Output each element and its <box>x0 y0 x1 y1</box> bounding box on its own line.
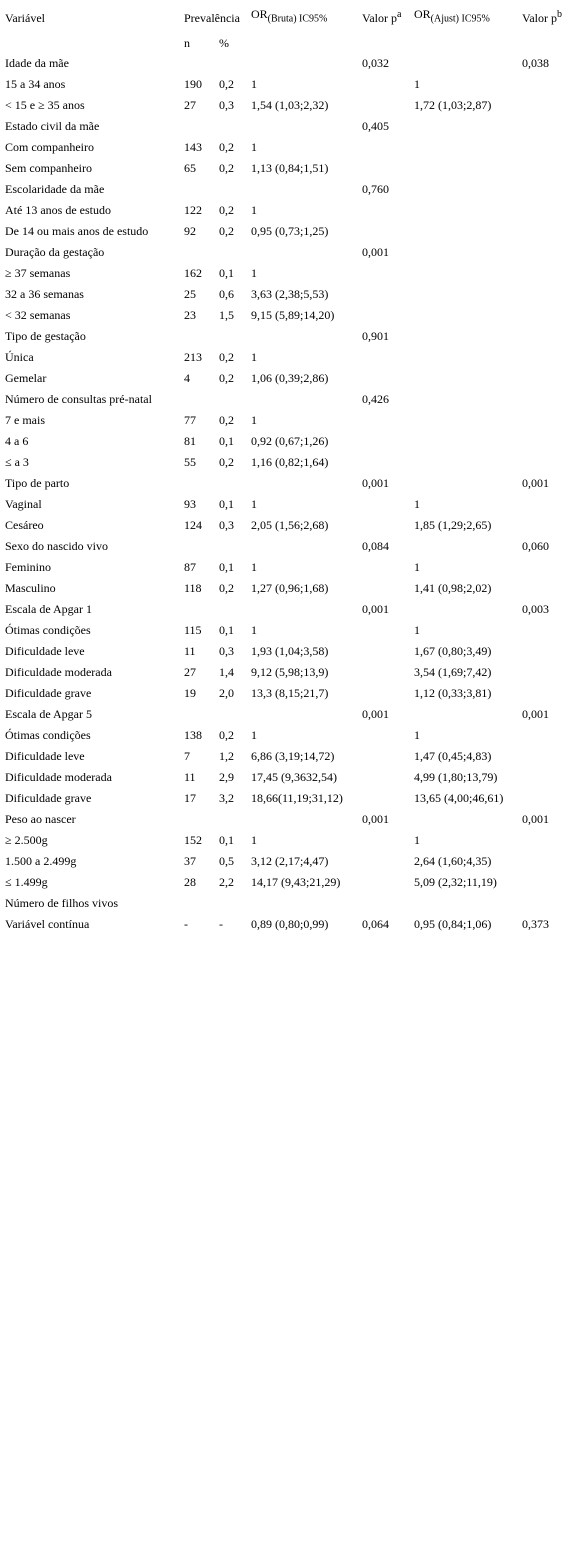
valor-pb-cell: 0,060 <box>522 539 549 553</box>
table-row <box>0 305 578 326</box>
or-bruta-cell: 1 <box>251 560 257 574</box>
variavel-cell: Feminino <box>5 560 52 574</box>
header-valor-pb-sup: b <box>557 9 562 20</box>
or-bruta-cell: 1 <box>251 497 257 511</box>
valor-pb-cell: 0,001 <box>522 812 549 826</box>
variavel-cell: Dificuldade grave <box>5 791 92 805</box>
pct-cell: - <box>219 917 223 931</box>
table-row <box>0 809 578 830</box>
variavel-cell: Tipo de gestação <box>5 329 86 343</box>
variavel-cell: 7 e mais <box>5 413 45 427</box>
header-valor-pa-sup: a <box>397 9 402 20</box>
table-row <box>0 704 578 725</box>
n-cell: 122 <box>184 203 202 217</box>
table-row <box>0 158 578 179</box>
or-bruta-cell: 1 <box>251 833 257 847</box>
variavel-cell: Estado civil da mãe <box>5 119 100 133</box>
table-row <box>0 179 578 200</box>
table-header-row <box>0 0 578 25</box>
n-cell: 81 <box>184 434 196 448</box>
valor-pa-cell: 0,001 <box>362 812 389 826</box>
table-row <box>0 116 578 137</box>
n-cell: 143 <box>184 140 202 154</box>
header-valor-pb-main: Valor p <box>522 11 557 25</box>
n-cell: 138 <box>184 728 202 742</box>
table-row <box>0 662 578 683</box>
variavel-cell: Dificuldade leve <box>5 749 85 763</box>
or-bruta-cell: 18,66(11,19;31,12) <box>251 791 343 805</box>
table-row <box>0 95 578 116</box>
pct-cell: 3,2 <box>219 791 234 805</box>
pct-cell: 0,3 <box>219 644 234 658</box>
or-bruta-cell: 0,95 (0,73;1,25) <box>251 224 329 238</box>
n-cell: 118 <box>184 581 202 595</box>
variavel-cell: Dificuldade leve <box>5 644 85 658</box>
or-bruta-cell: 1 <box>251 140 257 154</box>
variavel-cell: Variável contínua <box>5 917 90 931</box>
or-bruta-cell: 1,13 (0,84;1,51) <box>251 161 329 175</box>
pct-cell: 0,1 <box>219 833 234 847</box>
n-cell: 11 <box>184 644 196 658</box>
variavel-cell: ≥ 37 semanas <box>5 266 71 280</box>
n-cell: 27 <box>184 98 196 112</box>
pct-cell: 0,2 <box>219 203 234 217</box>
variavel-cell: < 15 e ≥ 35 anos <box>5 98 85 112</box>
or-bruta-cell: 1,06 (0,39;2,86) <box>251 371 329 385</box>
or-bruta-cell: 1,27 (0,96;1,68) <box>251 581 329 595</box>
or-ajust-cell: 1 <box>414 833 420 847</box>
table-subheader-row <box>0 33 578 54</box>
or-bruta-cell: 0,92 (0,67;1,26) <box>251 434 329 448</box>
or-bruta-cell: 1 <box>251 623 257 637</box>
header-valor-pb <box>522 10 562 26</box>
variavel-cell: Tipo de parto <box>5 476 70 490</box>
valor-pa-cell: 0,901 <box>362 329 389 343</box>
header-or-ajust-sub: (Ajust) IC95% <box>430 13 490 25</box>
table-row <box>0 914 578 935</box>
variavel-cell: Gemelar <box>5 371 47 385</box>
variavel-cell: Número de filhos vivos <box>5 896 118 910</box>
variavel-cell: Única <box>5 350 34 364</box>
valor-pa-cell: 0,760 <box>362 182 389 196</box>
or-ajust-cell: 1,72 (1,03;2,87) <box>414 98 492 112</box>
header-valor-pa-main: Valor p <box>362 11 397 25</box>
variavel-cell: Ótimas condições <box>5 728 91 742</box>
pct-cell: 0,2 <box>219 728 234 742</box>
variavel-cell: Escala de Apgar 1 <box>5 602 92 616</box>
variavel-cell: ≤ 1.499g <box>5 875 48 889</box>
pct-cell: 2,0 <box>219 686 234 700</box>
variavel-cell: ≤ a 3 <box>5 455 29 469</box>
n-cell: 11 <box>184 770 196 784</box>
variavel-cell: Cesáreo <box>5 518 44 532</box>
or-bruta-cell: 1,16 (0,82;1,64) <box>251 455 329 469</box>
or-bruta-cell: 17,45 (9,3632,54) <box>251 770 337 784</box>
table-row <box>0 641 578 662</box>
table-row <box>0 410 578 431</box>
variavel-cell: Sexo do nascido vivo <box>5 539 108 553</box>
table-row <box>0 788 578 809</box>
valor-pa-cell: 0,001 <box>362 245 389 259</box>
pct-cell: 1,2 <box>219 749 234 763</box>
variavel-cell: ≥ 2.500g <box>5 833 48 847</box>
table-row <box>0 872 578 893</box>
table-row <box>0 536 578 557</box>
or-bruta-cell: 0,89 (0,80;0,99) <box>251 917 329 931</box>
or-ajust-cell: 3,54 (1,69;7,42) <box>414 665 492 679</box>
header-valor-pa <box>362 10 401 26</box>
n-cell: - <box>184 917 188 931</box>
header-or-ajust-main: OR <box>414 7 431 21</box>
table-row <box>0 200 578 221</box>
variavel-cell: Dificuldade grave <box>5 686 92 700</box>
variavel-cell: 1.500 a 2.499g <box>5 854 77 868</box>
or-ajust-cell: 1 <box>414 560 420 574</box>
or-ajust-cell: 1 <box>414 77 420 91</box>
pct-cell: 2,2 <box>219 875 234 889</box>
valor-pa-cell: 0,405 <box>362 119 389 133</box>
or-bruta-cell: 2,05 (1,56;2,68) <box>251 518 329 532</box>
n-cell: 92 <box>184 224 196 238</box>
or-ajust-cell: 1,47 (0,45;4,83) <box>414 749 492 763</box>
variavel-cell: Escala de Apgar 5 <box>5 707 92 721</box>
or-bruta-cell: 9,15 (5,89;14,20) <box>251 308 335 322</box>
valor-pb-cell: 0,003 <box>522 602 549 616</box>
header-pct: % <box>219 36 229 50</box>
header-prevalencia: Prevalência <box>184 11 240 25</box>
n-cell: 23 <box>184 308 196 322</box>
pct-cell: 0,5 <box>219 854 234 868</box>
table-row <box>0 578 578 599</box>
or-bruta-cell: 1 <box>251 203 257 217</box>
variavel-cell: Peso ao nascer <box>5 812 76 826</box>
header-or-bruta <box>251 6 328 25</box>
variavel-cell: Sem companheiro <box>5 161 92 175</box>
valor-pa-cell: 0,001 <box>362 707 389 721</box>
pct-cell: 0,2 <box>219 161 234 175</box>
n-cell: 55 <box>184 455 196 469</box>
variavel-cell: Até 13 anos de estudo <box>5 203 111 217</box>
variavel-cell: Com companheiro <box>5 140 94 154</box>
table-row <box>0 725 578 746</box>
n-cell: 87 <box>184 560 196 574</box>
variavel-cell: Número de consultas pré-natal <box>5 392 152 406</box>
or-bruta-cell: 6,86 (3,19;14,72) <box>251 749 335 763</box>
n-cell: 77 <box>184 413 196 427</box>
or-bruta-cell: 1,93 (1,04;3,58) <box>251 644 329 658</box>
or-ajust-cell: 2,64 (1,60;4,35) <box>414 854 492 868</box>
valor-pa-cell: 0,001 <box>362 476 389 490</box>
table-row <box>0 137 578 158</box>
variavel-cell: Masculino <box>5 581 56 595</box>
table-row <box>0 242 578 263</box>
or-ajust-cell: 1,85 (1,29;2,65) <box>414 518 492 532</box>
or-bruta-cell: 1 <box>251 77 257 91</box>
n-cell: 37 <box>184 854 196 868</box>
table-row <box>0 746 578 767</box>
header-or-bruta-sub: (Bruta) IC95% <box>267 13 328 25</box>
variavel-cell: 4 a 6 <box>5 434 29 448</box>
table-row <box>0 515 578 536</box>
table-row <box>0 851 578 872</box>
variavel-cell: Dificuldade moderada <box>5 770 112 784</box>
variavel-cell: 32 a 36 semanas <box>5 287 84 301</box>
pct-cell: 0,1 <box>219 623 234 637</box>
n-cell: 152 <box>184 833 202 847</box>
table-row <box>0 767 578 788</box>
n-cell: 190 <box>184 77 202 91</box>
valor-pa-cell: 0,064 <box>362 917 389 931</box>
table-row <box>0 263 578 284</box>
variavel-cell: Escolaridade da mãe <box>5 182 105 196</box>
header-variavel: Variável <box>5 11 45 25</box>
valor-pb-cell: 0,038 <box>522 56 549 70</box>
or-ajust-cell: 1,67 (0,80;3,49) <box>414 644 492 658</box>
or-ajust-cell: 5,09 (2,32;11,19) <box>414 875 497 889</box>
n-cell: 115 <box>184 623 202 637</box>
table-row <box>0 620 578 641</box>
pct-cell: 0,2 <box>219 77 234 91</box>
valor-pa-cell: 0,001 <box>362 602 389 616</box>
pct-cell: 0,2 <box>219 455 234 469</box>
pct-cell: 0,1 <box>219 560 234 574</box>
pct-cell: 0,3 <box>219 518 234 532</box>
pct-cell: 0,2 <box>219 581 234 595</box>
variavel-cell: De 14 ou mais anos de estudo <box>5 224 149 238</box>
or-ajust-cell: 1,12 (0,33;3,81) <box>414 686 492 700</box>
pct-cell: 0,6 <box>219 287 234 301</box>
or-ajust-cell: 1 <box>414 623 420 637</box>
n-cell: 7 <box>184 749 190 763</box>
pct-cell: 0,2 <box>219 413 234 427</box>
or-ajust-cell: 1,41 (0,98;2,02) <box>414 581 492 595</box>
table-row <box>0 683 578 704</box>
pct-cell: 0,2 <box>219 224 234 238</box>
variavel-cell: 15 a 34 anos <box>5 77 66 91</box>
n-cell: 124 <box>184 518 202 532</box>
header-or-ajust <box>414 6 490 25</box>
header-or-bruta-main: OR <box>251 7 268 21</box>
n-cell: 93 <box>184 497 196 511</box>
n-cell: 213 <box>184 350 202 364</box>
n-cell: 25 <box>184 287 196 301</box>
variavel-cell: Ótimas condições <box>5 623 91 637</box>
or-bruta-cell: 3,63 (2,38;5,53) <box>251 287 329 301</box>
or-bruta-cell: 1 <box>251 728 257 742</box>
table-row <box>0 389 578 410</box>
pct-cell: 0,3 <box>219 98 234 112</box>
valor-pa-cell: 0,426 <box>362 392 389 406</box>
table-row <box>0 830 578 851</box>
or-ajust-cell: 1 <box>414 728 420 742</box>
n-cell: 65 <box>184 161 196 175</box>
table-row <box>0 431 578 452</box>
or-bruta-cell: 13,3 (8,15;21,7) <box>251 686 329 700</box>
or-ajust-cell: 0,95 (0,84;1,06) <box>414 917 492 931</box>
pct-cell: 2,9 <box>219 770 234 784</box>
pct-cell: 0,2 <box>219 140 234 154</box>
table-row <box>0 599 578 620</box>
table-row <box>0 74 578 95</box>
pct-cell: 0,2 <box>219 371 234 385</box>
table-row <box>0 452 578 473</box>
n-cell: 4 <box>184 371 190 385</box>
table-row <box>0 368 578 389</box>
valor-pb-cell: 0,001 <box>522 707 549 721</box>
pct-cell: 1,4 <box>219 665 234 679</box>
pct-cell: 0,1 <box>219 497 234 511</box>
table-row <box>0 473 578 494</box>
variavel-cell: Duração da gestação <box>5 245 105 259</box>
table-row <box>0 284 578 305</box>
n-cell: 19 <box>184 686 196 700</box>
variavel-cell: Vaginal <box>5 497 42 511</box>
or-bruta-cell: 1,54 (1,03;2,32) <box>251 98 329 112</box>
or-ajust-cell: 1 <box>414 497 420 511</box>
n-cell: 17 <box>184 791 196 805</box>
table-row <box>0 326 578 347</box>
pct-cell: 0,2 <box>219 350 234 364</box>
variavel-cell: < 32 semanas <box>5 308 71 322</box>
or-bruta-cell: 1 <box>251 413 257 427</box>
or-bruta-cell: 3,12 (2,17;4,47) <box>251 854 329 868</box>
valor-pa-cell: 0,032 <box>362 56 389 70</box>
or-bruta-cell: 1 <box>251 350 257 364</box>
or-bruta-cell: 9,12 (5,98;13,9) <box>251 665 329 679</box>
or-ajust-cell: 4,99 (1,80;13,79) <box>414 770 498 784</box>
n-cell: 28 <box>184 875 196 889</box>
pct-cell: 0,1 <box>219 266 234 280</box>
n-cell: 27 <box>184 665 196 679</box>
pct-cell: 1,5 <box>219 308 234 322</box>
or-ajust-cell: 13,65 (4,00;46,61) <box>414 791 504 805</box>
table-row <box>0 494 578 515</box>
valor-pb-cell: 0,373 <box>522 917 549 931</box>
n-cell: 162 <box>184 266 202 280</box>
table-row <box>0 221 578 242</box>
table-row <box>0 53 578 74</box>
table-row <box>0 347 578 368</box>
header-n: n <box>184 36 190 50</box>
valor-pa-cell: 0,084 <box>362 539 389 553</box>
valor-pb-cell: 0,001 <box>522 476 549 490</box>
variavel-cell: Idade da mãe <box>5 56 69 70</box>
table-row <box>0 893 578 914</box>
pct-cell: 0,1 <box>219 434 234 448</box>
table-row <box>0 557 578 578</box>
variavel-cell: Dificuldade moderada <box>5 665 112 679</box>
or-bruta-cell: 1 <box>251 266 257 280</box>
or-bruta-cell: 14,17 (9,43;21,29) <box>251 875 341 889</box>
